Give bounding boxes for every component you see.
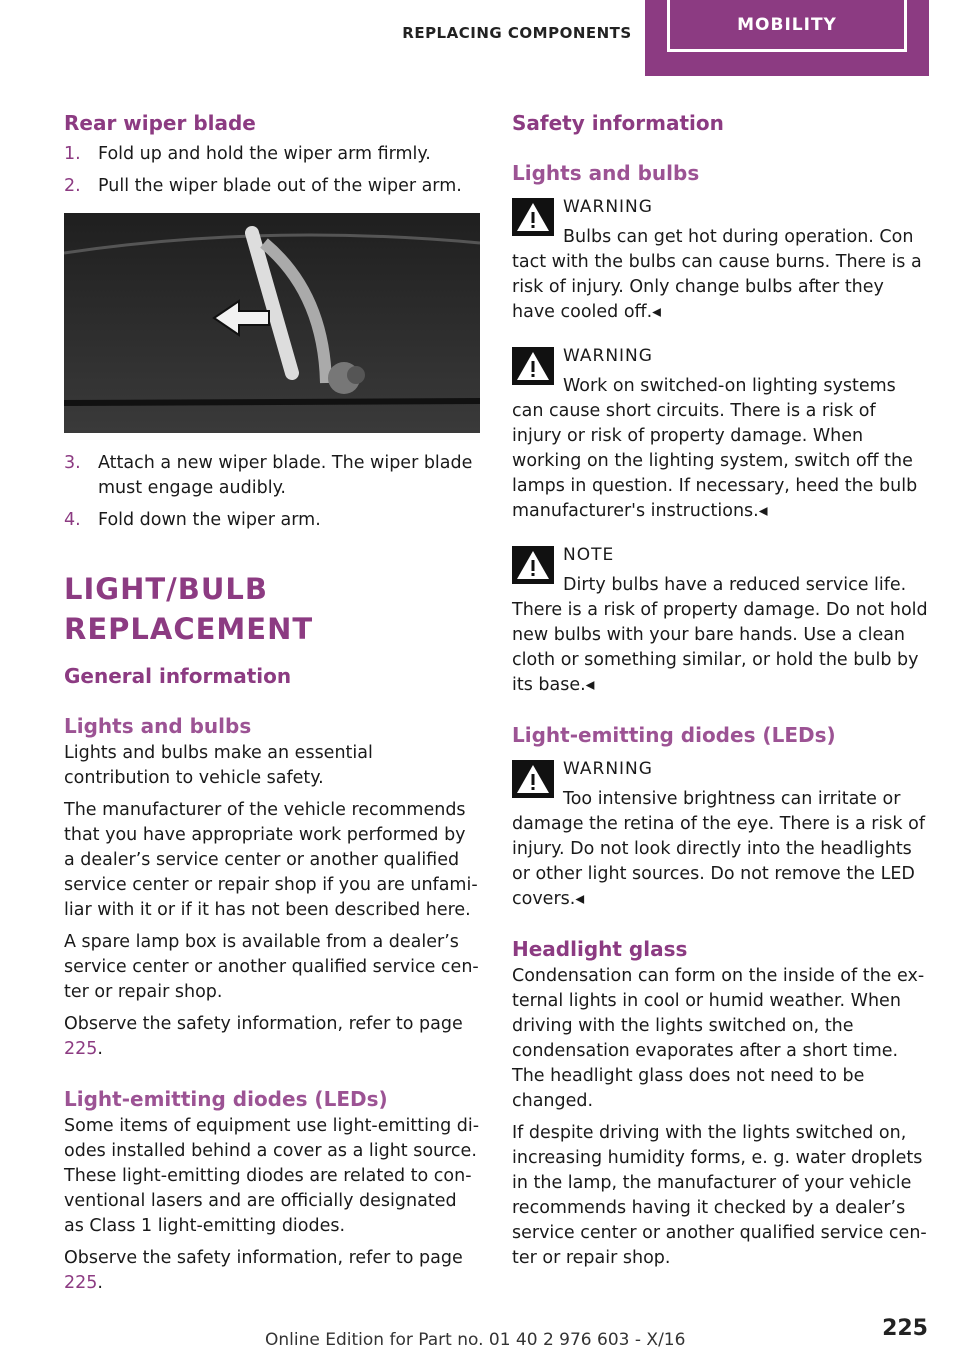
list-item <box>64 142 480 167</box>
warning-text: Bulbs can get hot during operation. Con <box>563 227 914 247</box>
paragraph: If despite driving with the lights switched on, increasing humidity forms, e. g. water droplets in the lamp, the manufacturer of your vehicle recommends having it checked by a dealer’s service center or another qualified service center or repair shop. <box>512 1123 927 1268</box>
list-item <box>64 508 480 533</box>
chapter-heading: LIGHT/BULB REPLACEMENT <box>64 572 314 646</box>
running-header-section: REPLACING COMPONENTS <box>402 24 632 42</box>
lights-bulbs-heading: Lights and bulbs <box>512 161 700 185</box>
note-text: Dirty bulbs have a reduced service life. <box>563 575 907 595</box>
step-text: Pull the wiper blade out of the wiper arm. <box>98 176 462 196</box>
page-number: 225 <box>882 1316 928 1341</box>
paragraph: Lights and bulbs make an essential contribution to vehicle safety. <box>64 743 373 788</box>
led-heading: Light-emitting diodes (LEDs) <box>64 1087 388 1111</box>
warning-triangle-icon <box>512 546 554 584</box>
text: . <box>97 1039 103 1059</box>
led-heading: Light-emitting diodes (LEDs) <box>512 723 836 747</box>
step-number: 3. <box>64 453 81 473</box>
warning-text: Work on switched-on lighting systems <box>563 376 896 396</box>
paragraph: The manufacturer of the vehicle recommends that you have appropriate work performed by a dealer’s service center or another qualified service center or repair shop if you are unfamiliar with it or if it has not been described here. <box>64 800 478 920</box>
warning-triangle-icon <box>512 198 554 236</box>
warning-triangle-icon <box>512 760 554 798</box>
headlight-glass-heading: Headlight glass <box>512 937 688 961</box>
warning-text-continued: tact with the bulbs can cause burns. There is a risk of injury. Only change bulbs after they have cooled off.◂ <box>512 252 922 322</box>
note-block <box>512 542 928 698</box>
warning-block <box>512 343 928 524</box>
paragraph <box>64 1012 480 1062</box>
warning-text: Too intensive brightness can irritate or <box>563 789 901 809</box>
step-text: Attach a new wiper blade. The wiper blade must engage audibly. <box>98 453 473 498</box>
note-label: NOTE <box>563 545 615 565</box>
paragraph: Some items of equipment use light-emitting diodes installed behind a cover as a light source. These light-emitting diodes are related to conventional lasers and are officially designated as Class 1 light-emitting diodes. <box>64 1116 480 1236</box>
lights-bulbs-heading: Lights and bulbs <box>64 714 252 738</box>
steps-list-b <box>64 451 480 533</box>
steps-list-a <box>64 142 480 199</box>
right-column <box>512 108 928 1278</box>
page-link[interactable]: 225 <box>64 1039 98 1059</box>
list-item <box>64 451 480 501</box>
general-info-heading: General information <box>64 664 292 688</box>
left-column <box>64 108 480 1303</box>
step-number: 1. <box>64 144 81 164</box>
step-number: 4. <box>64 510 81 530</box>
step-text: Fold down the wiper arm. <box>98 510 321 530</box>
text: Observe the safety information, refer to page <box>64 1248 463 1268</box>
page-link[interactable]: 225 <box>64 1273 98 1293</box>
safety-info-heading: Safety information <box>512 111 724 135</box>
chapter-tab <box>645 0 929 76</box>
text: . <box>97 1273 103 1293</box>
paragraph: Condensation can form on the inside of the external lights in cool or humid weather. When driving with the lights switched on, the condensation evaporates after a short time. The headlight glass does not need to be changed. <box>512 966 925 1111</box>
paragraph <box>64 1246 480 1296</box>
paragraph: A spare lamp box is available from a dealer’s service center or another qualified service center or repair shop. <box>64 932 479 1002</box>
wiper-blade-photo <box>64 213 480 433</box>
step-text: Fold up and hold the wiper arm firmly. <box>98 144 431 164</box>
warning-label: WARNING <box>563 346 653 366</box>
warning-text-continued: can cause short circuits. There is a risk of injury or risk of property damage. When working on the lighting system, switch off the lamps in question. If necessary, heed the bulb manufacturer's instructions.◂ <box>512 401 918 521</box>
warning-label: WARNING <box>563 197 653 217</box>
warning-block <box>512 194 928 325</box>
warning-triangle-icon <box>512 347 554 385</box>
warning-label: WARNING <box>563 759 653 779</box>
list-item <box>64 174 480 199</box>
warning-block <box>512 756 928 912</box>
text: Observe the safety information, refer to page <box>64 1014 463 1034</box>
warning-text-continued: damage the retina of the eye. There is a risk of injury. Do not look directly into the headlights or other light sources. Do not remove the LED covers.◂ <box>512 814 925 909</box>
edition-footer: Online Edition for Part no. 01 40 2 976 603 - X/16 <box>265 1330 686 1350</box>
rear-wiper-heading: Rear wiper blade <box>64 111 256 135</box>
chapter-tab-label: MOBILITY <box>667 0 907 52</box>
step-number: 2. <box>64 176 81 196</box>
note-text-continued: There is a risk of property damage. Do not hold new bulbs with your bare hands. Use a clean cloth or something similar, or hold the bulb by its base.◂ <box>512 600 928 695</box>
